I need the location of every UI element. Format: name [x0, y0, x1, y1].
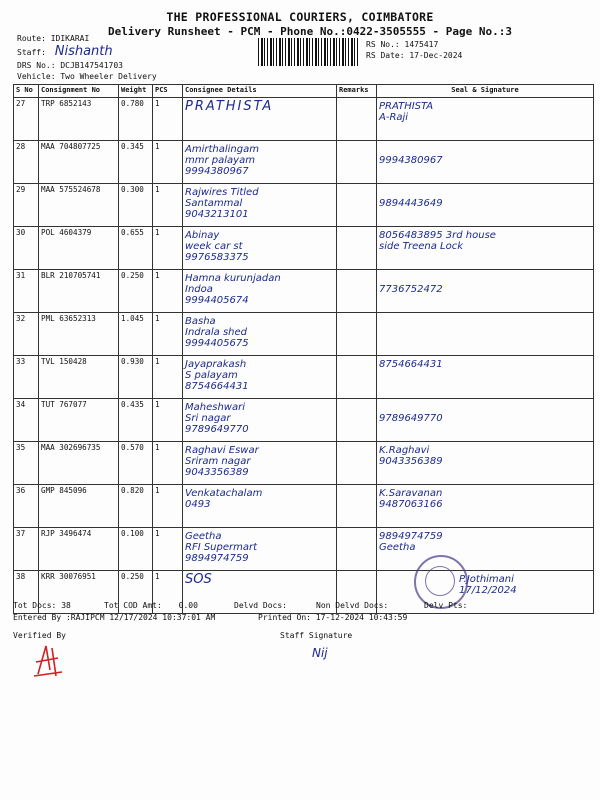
cell-remarks [337, 442, 377, 485]
drs-line [17, 61, 123, 70]
rs-no-value: 1475417 [404, 40, 439, 49]
staff-value: Nishanth [54, 44, 113, 59]
cell-consignee [183, 356, 337, 399]
consignee-handwriting: Jayaprakash S palayam 8754664431 [185, 359, 249, 392]
cell-consignee [183, 485, 337, 528]
cell-remarks [337, 528, 377, 571]
cell-signature [377, 141, 594, 184]
rs-no-label: RS No.: [366, 40, 400, 49]
cell-sno: 34 [14, 399, 39, 442]
cell-weight: 0.655 [119, 227, 153, 270]
cell-sno: 37 [14, 528, 39, 571]
col-consignment: Consignment No [39, 85, 119, 98]
consignee-handwriting: Abinay week car st 9976583375 [185, 230, 249, 263]
consignee-handwriting: Venkatachalam 0493 [185, 488, 263, 510]
signature-handwriting: 9894974759 Geetha [379, 531, 443, 553]
cell-sno: 27 [14, 98, 39, 141]
staff-signature-label: Staff Signature [280, 631, 353, 640]
cell-consignment: POL 4604379 [39, 227, 119, 270]
cell-pcs: 1 [153, 571, 183, 614]
signature-handwriting: K.Saravanan 9487063166 [379, 488, 443, 510]
cell-pcs: 1 [153, 356, 183, 399]
cell-sno: 28 [14, 141, 39, 184]
cell-sno: 29 [14, 184, 39, 227]
cell-signature [377, 528, 594, 571]
rs-date-line [366, 51, 462, 60]
consignee-handwriting: Geetha RFI Supermart 9894974759 [185, 531, 258, 564]
table-row [14, 485, 594, 528]
delvd-docs-label: Delvd Docs: [234, 601, 287, 610]
cell-remarks [337, 98, 377, 141]
verifier-signature-mark [30, 640, 66, 680]
consignee-handwriting: PRATHISTA [185, 99, 274, 114]
cell-signature [377, 98, 594, 141]
col-pcs: PCS [153, 85, 183, 98]
rs-date-label: RS Date: [366, 51, 405, 60]
cell-sno: 31 [14, 270, 39, 313]
cell-consignee [183, 442, 337, 485]
barcode-image [258, 38, 358, 66]
cell-signature [377, 313, 594, 356]
cell-pcs: 1 [153, 399, 183, 442]
cell-consignment: KRR 30076951 [39, 571, 119, 614]
rs-no-line [366, 40, 438, 49]
cell-weight: 0.780 [119, 98, 153, 141]
cell-weight: 0.345 [119, 141, 153, 184]
cell-remarks [337, 227, 377, 270]
cell-sno: 33 [14, 356, 39, 399]
cell-consignment: MAA 704807725 [39, 141, 119, 184]
table-row [14, 227, 594, 270]
cell-signature [377, 442, 594, 485]
cell-remarks [337, 270, 377, 313]
signature-handwriting: K.Raghavi 9043356389 [379, 445, 443, 467]
cell-pcs: 1 [153, 485, 183, 528]
staff-label: Staff: [17, 48, 46, 57]
cell-remarks [337, 485, 377, 528]
printed-on: Printed On: 17-12-2024 10:43:59 [258, 613, 408, 622]
cell-signature [377, 485, 594, 528]
cell-consignee [183, 98, 337, 141]
col-consignee: Consignee Details [183, 85, 337, 98]
consignee-handwriting: Raghavi Eswar Sriram nagar 9043356389 [185, 445, 259, 478]
consignee-handwriting: Amirthalingam mmr palayam 9994380967 [185, 144, 259, 177]
cell-signature [377, 571, 594, 614]
route-value: IDIKARAI [50, 34, 90, 43]
table-row [14, 313, 594, 356]
signature-handwriting: 8754664431 [379, 359, 443, 370]
signature-handwriting: 7736752472 [379, 284, 443, 295]
cell-remarks [337, 141, 377, 184]
cell-pcs: 1 [153, 184, 183, 227]
company-title: THE PROFESSIONAL COURIERS, COIMBATORE [166, 10, 434, 24]
non-delvd-docs-label: Non Delvd Docs: [316, 601, 389, 610]
cell-consignment: GMP 845096 [39, 485, 119, 528]
cell-sno: 35 [14, 442, 39, 485]
col-remarks: Remarks [337, 85, 377, 98]
signature-handwriting: P.Jothimani 17/12/2024 [459, 574, 517, 596]
tot-docs-label: Tot Docs: [13, 601, 57, 610]
vehicle-value: Two Wheeler Delivery [60, 72, 157, 81]
col-weight: Weight [119, 85, 153, 98]
cell-consignment: TVL 150428 [39, 356, 119, 399]
cell-consignment: PML 63652313 [39, 313, 119, 356]
cell-signature [377, 227, 594, 270]
cell-pcs: 1 [153, 442, 183, 485]
cell-consignment: TUT 767077 [39, 399, 119, 442]
table-row [14, 399, 594, 442]
consignee-handwriting: Hamna kurunjadan Indoa 9994405674 [185, 273, 281, 306]
table-row [14, 356, 594, 399]
staff-signature-handwriting: Nij [312, 646, 328, 660]
cell-consignee [183, 141, 337, 184]
signature-handwriting: 9789649770 [379, 413, 443, 424]
consignee-handwriting: Basha Indrala shed 9994405675 [185, 316, 249, 349]
cell-weight: 0.100 [119, 528, 153, 571]
cell-consignee [183, 227, 337, 270]
runsheet-title: Delivery Runsheet - PCM - Phone No.:0422-3505555 - Page No.:3 [108, 25, 512, 38]
cell-weight: 0.570 [119, 442, 153, 485]
rs-date-value: 17-Dec-2024 [409, 51, 463, 60]
cell-consignment: MAA 575524678 [39, 184, 119, 227]
col-sno: S No [14, 85, 39, 98]
drs-value: DCJB147541703 [60, 61, 123, 70]
cell-consignee [183, 313, 337, 356]
tot-cod-value: 0.00 [178, 601, 198, 610]
vehicle-label: Vehicle: [17, 72, 56, 81]
entered-by: Entered By :RAJIPCM 12/17/2024 10:37:01 AM [13, 613, 216, 622]
cell-pcs: 1 [153, 313, 183, 356]
verified-by-label: Verified By [13, 631, 66, 640]
cell-signature [377, 184, 594, 227]
table-row [14, 98, 594, 141]
cell-weight: 0.930 [119, 356, 153, 399]
tot-cod [104, 601, 198, 610]
cell-pcs: 1 [153, 270, 183, 313]
cell-sno: 36 [14, 485, 39, 528]
cell-weight: 0.435 [119, 399, 153, 442]
table-header-row [14, 85, 594, 98]
route-label: Route: [17, 34, 46, 43]
runsheet-table [13, 84, 594, 614]
cell-sno: 30 [14, 227, 39, 270]
cell-consignee [183, 270, 337, 313]
signature-handwriting: 8056483895 3rd house side Treena Lock [379, 230, 496, 252]
cell-signature [377, 399, 594, 442]
col-signature: Seal & Signature [377, 85, 594, 98]
table-row [14, 571, 594, 614]
signature-handwriting: PRATHISTA A-Raji [379, 101, 434, 123]
cell-remarks [337, 399, 377, 442]
cell-pcs: 1 [153, 227, 183, 270]
cell-signature [377, 356, 594, 399]
signature-handwriting: 9894443649 [379, 198, 443, 209]
cell-pcs: 1 [153, 141, 183, 184]
cell-remarks [337, 356, 377, 399]
cell-consignment: BLR 210705741 [39, 270, 119, 313]
vehicle-line [17, 72, 157, 81]
cell-remarks [337, 313, 377, 356]
cell-weight: 0.250 [119, 270, 153, 313]
cell-consignee [183, 184, 337, 227]
tot-cod-label: Tot COD Amt: [104, 601, 162, 610]
tot-docs [13, 601, 71, 610]
consignee-handwriting: Rajwires Titled Santammal 9043213101 [185, 187, 259, 220]
cell-consignment: MAA 302696735 [39, 442, 119, 485]
cell-weight: 0.300 [119, 184, 153, 227]
delv-pts-label: Delv Pts: [424, 601, 468, 610]
cell-consignment: RJP 3496474 [39, 528, 119, 571]
cell-consignee [183, 399, 337, 442]
consignee-handwriting: Maheshwari Sri nagar 9789649770 [185, 402, 249, 435]
signature-handwriting: 9994380967 [379, 155, 443, 166]
table-row [14, 528, 594, 571]
cell-remarks [337, 184, 377, 227]
cell-pcs: 1 [153, 98, 183, 141]
drs-label: DRS No.: [17, 61, 56, 70]
consignee-handwriting: SOS [185, 572, 212, 587]
cell-sno: 32 [14, 313, 39, 356]
cell-weight: 0.250 [119, 571, 153, 614]
table-row [14, 184, 594, 227]
route-line [17, 34, 89, 43]
cell-weight: 1.045 [119, 313, 153, 356]
cell-weight: 0.820 [119, 485, 153, 528]
cell-signature [377, 270, 594, 313]
cell-consignee [183, 528, 337, 571]
table-row [14, 442, 594, 485]
table-row [14, 270, 594, 313]
cell-sno: 38 [14, 571, 39, 614]
cell-consignment: TRP 6852143 [39, 98, 119, 141]
tot-docs-value: 38 [61, 601, 71, 610]
table-row [14, 141, 594, 184]
cell-pcs: 1 [153, 528, 183, 571]
staff-line [17, 44, 113, 59]
